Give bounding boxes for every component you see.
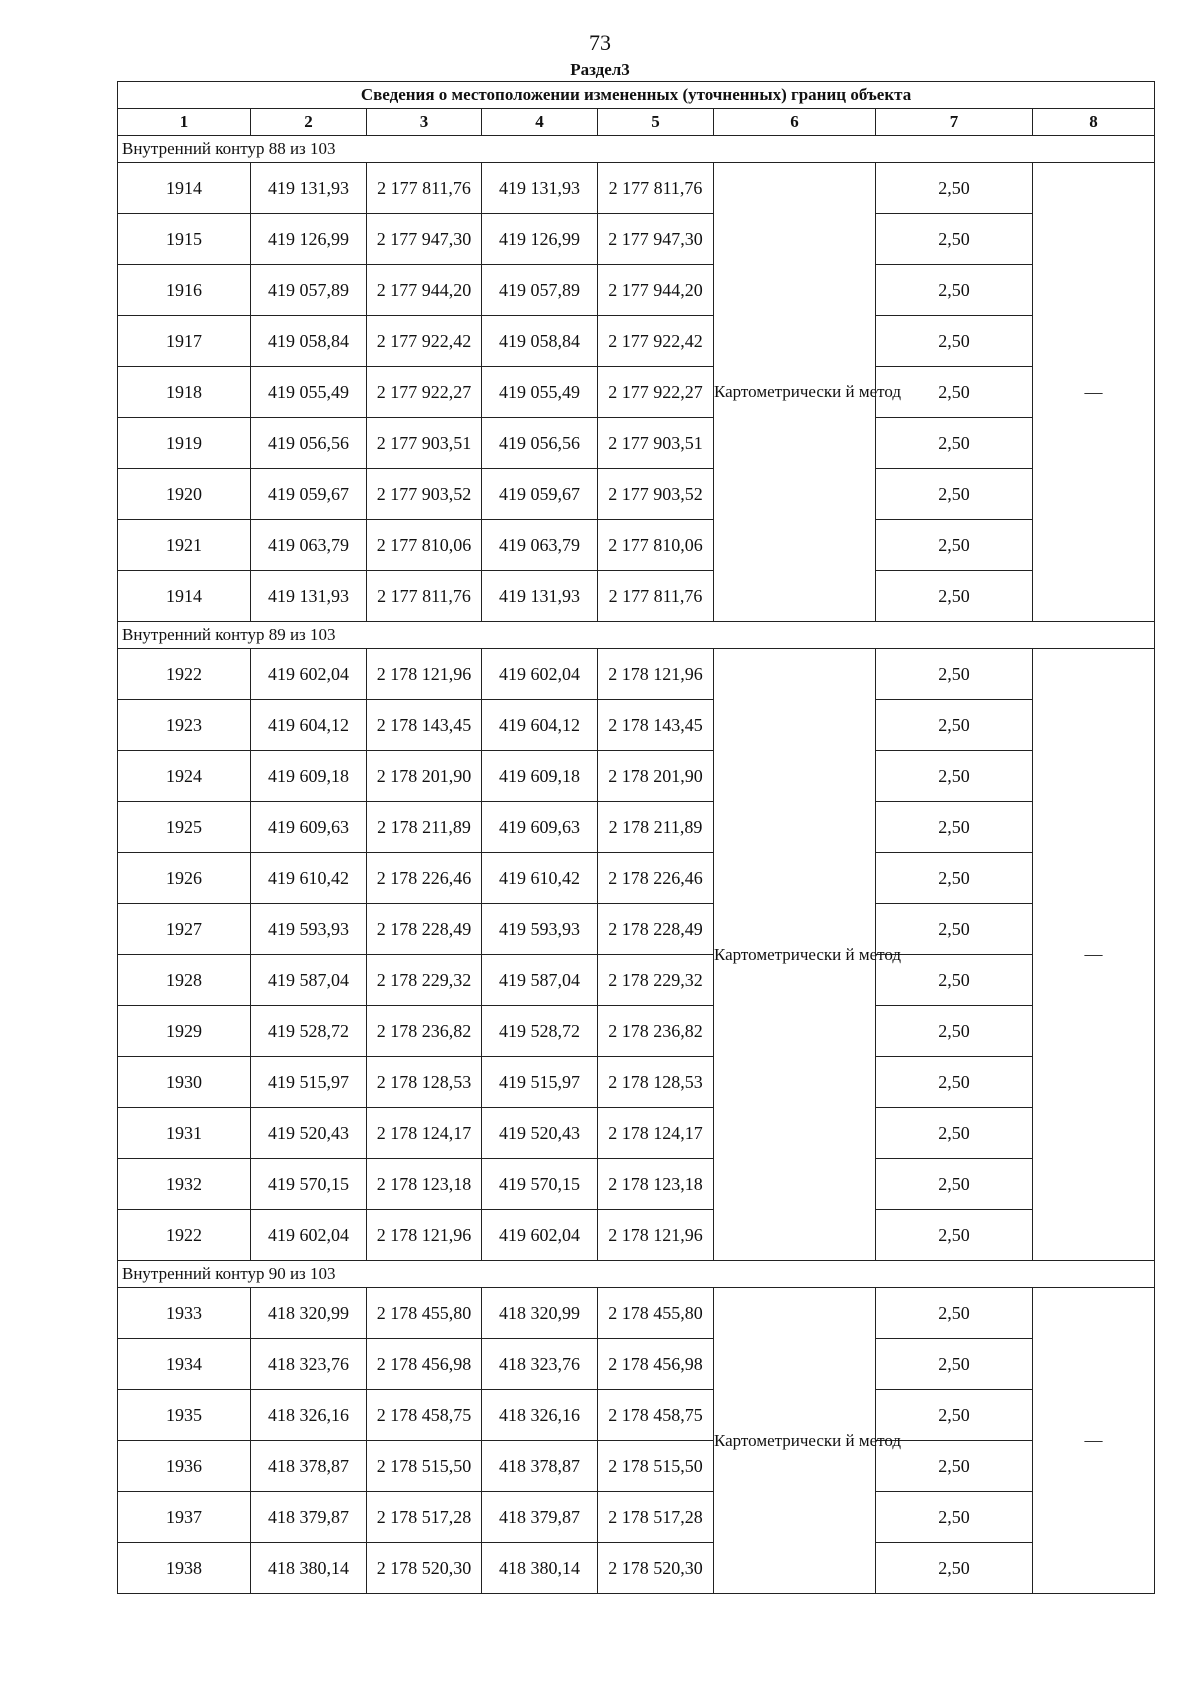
x-coord-cell: 419 059,67 bbox=[251, 469, 367, 520]
page-number: 73 bbox=[589, 30, 611, 55]
point-number-cell: 1924 bbox=[118, 751, 251, 802]
x-new-coord-cell: 418 323,76 bbox=[482, 1339, 598, 1390]
x-coord-cell: 419 126,99 bbox=[251, 214, 367, 265]
y-coord-cell: 2 177 944,20 bbox=[367, 265, 482, 316]
y-coord-cell: 2 178 121,96 bbox=[367, 649, 482, 700]
x-new-coord-cell: 419 059,67 bbox=[482, 469, 598, 520]
y-coord-cell: 2 177 811,76 bbox=[367, 163, 482, 214]
point-number-cell: 1923 bbox=[118, 700, 251, 751]
y-coord-cell: 2 178 456,98 bbox=[367, 1339, 482, 1390]
x-new-coord-cell: 419 609,18 bbox=[482, 751, 598, 802]
table-row bbox=[118, 571, 1155, 622]
column-number: 6 bbox=[714, 109, 876, 136]
point-number-cell: 1929 bbox=[118, 1006, 251, 1057]
x-coord-cell: 418 379,87 bbox=[251, 1492, 367, 1543]
x-new-coord-cell: 419 602,04 bbox=[482, 1210, 598, 1261]
y-new-coord-cell: 2 178 128,53 bbox=[598, 1057, 714, 1108]
y-new-coord-cell: 2 177 922,27 bbox=[598, 367, 714, 418]
x-new-coord-cell: 418 378,87 bbox=[482, 1441, 598, 1492]
table-row bbox=[118, 751, 1155, 802]
y-new-coord-cell: 2 178 455,80 bbox=[598, 1288, 714, 1339]
accuracy-cell: 2,50 bbox=[876, 163, 1033, 214]
x-new-coord-cell: 419 587,04 bbox=[482, 955, 598, 1006]
accuracy-cell: 2,50 bbox=[876, 571, 1033, 622]
method-cell: Картометрически й метод bbox=[714, 649, 876, 1261]
accuracy-cell: 2,50 bbox=[876, 214, 1033, 265]
x-coord-cell: 419 058,84 bbox=[251, 316, 367, 367]
point-number-cell: 1931 bbox=[118, 1108, 251, 1159]
x-new-coord-cell: 419 570,15 bbox=[482, 1159, 598, 1210]
y-coord-cell: 2 178 228,49 bbox=[367, 904, 482, 955]
table-row bbox=[118, 955, 1155, 1006]
column-number: 1 bbox=[118, 109, 251, 136]
point-number-cell: 1914 bbox=[118, 163, 251, 214]
accuracy-cell: 2,50 bbox=[876, 649, 1033, 700]
x-coord-cell: 419 057,89 bbox=[251, 265, 367, 316]
point-number-cell: 1927 bbox=[118, 904, 251, 955]
y-new-coord-cell: 2 177 944,20 bbox=[598, 265, 714, 316]
y-new-coord-cell: 2 178 211,89 bbox=[598, 802, 714, 853]
accuracy-cell: 2,50 bbox=[876, 367, 1033, 418]
accuracy-cell: 2,50 bbox=[876, 1210, 1033, 1261]
contour-label: Внутренний контур 88 из 103 bbox=[118, 136, 1155, 163]
y-new-coord-cell: 2 178 143,45 bbox=[598, 700, 714, 751]
point-number-cell: 1922 bbox=[118, 649, 251, 700]
x-coord-cell: 418 320,99 bbox=[251, 1288, 367, 1339]
x-new-coord-cell: 419 126,99 bbox=[482, 214, 598, 265]
point-number-cell: 1928 bbox=[118, 955, 251, 1006]
y-coord-cell: 2 177 922,27 bbox=[367, 367, 482, 418]
accuracy-cell: 2,50 bbox=[876, 1159, 1033, 1210]
y-coord-cell: 2 178 517,28 bbox=[367, 1492, 482, 1543]
accuracy-cell: 2,50 bbox=[876, 1390, 1033, 1441]
table-title-row bbox=[118, 82, 1155, 109]
accuracy-cell: 2,50 bbox=[876, 1057, 1033, 1108]
y-new-coord-cell: 2 178 121,96 bbox=[598, 649, 714, 700]
accuracy-cell: 2,50 bbox=[876, 1108, 1033, 1159]
x-new-coord-cell: 419 131,93 bbox=[482, 163, 598, 214]
y-coord-cell: 2 178 123,18 bbox=[367, 1159, 482, 1210]
point-number-cell: 1915 bbox=[118, 214, 251, 265]
y-coord-cell: 2 178 455,80 bbox=[367, 1288, 482, 1339]
table-row bbox=[118, 265, 1155, 316]
accuracy-cell: 2,50 bbox=[876, 955, 1033, 1006]
table-row bbox=[118, 1159, 1155, 1210]
x-new-coord-cell: 419 057,89 bbox=[482, 265, 598, 316]
table-row bbox=[118, 418, 1155, 469]
table-row bbox=[118, 1441, 1155, 1492]
y-coord-cell: 2 177 810,06 bbox=[367, 520, 482, 571]
column-number: 3 bbox=[367, 109, 482, 136]
x-new-coord-cell: 418 379,87 bbox=[482, 1492, 598, 1543]
table-row bbox=[118, 1057, 1155, 1108]
y-new-coord-cell: 2 177 947,30 bbox=[598, 214, 714, 265]
x-coord-cell: 419 056,56 bbox=[251, 418, 367, 469]
point-number-cell: 1922 bbox=[118, 1210, 251, 1261]
y-new-coord-cell: 2 178 121,96 bbox=[598, 1210, 714, 1261]
point-number-cell: 1930 bbox=[118, 1057, 251, 1108]
point-number-cell: 1918 bbox=[118, 367, 251, 418]
y-coord-cell: 2 178 121,96 bbox=[367, 1210, 482, 1261]
point-number-cell: 1934 bbox=[118, 1339, 251, 1390]
accuracy-cell: 2,50 bbox=[876, 265, 1033, 316]
x-new-coord-cell: 418 380,14 bbox=[482, 1543, 598, 1594]
column-number: 5 bbox=[598, 109, 714, 136]
contour-header-row bbox=[118, 136, 1155, 163]
x-coord-cell: 419 063,79 bbox=[251, 520, 367, 571]
x-coord-cell: 419 609,63 bbox=[251, 802, 367, 853]
y-new-coord-cell: 2 178 520,30 bbox=[598, 1543, 714, 1594]
table-title: Сведения о местоположении измененных (уточненных) границ объекта bbox=[118, 82, 1155, 109]
column-number: 7 bbox=[876, 109, 1033, 136]
accuracy-cell: 2,50 bbox=[876, 904, 1033, 955]
x-new-coord-cell: 419 058,84 bbox=[482, 316, 598, 367]
table-row bbox=[118, 1108, 1155, 1159]
accuracy-cell: 2,50 bbox=[876, 418, 1033, 469]
table-row bbox=[118, 1390, 1155, 1441]
method-cell: Картометрически й метод bbox=[714, 163, 876, 622]
x-new-coord-cell: 419 528,72 bbox=[482, 1006, 598, 1057]
table-row bbox=[118, 802, 1155, 853]
y-coord-cell: 2 178 211,89 bbox=[367, 802, 482, 853]
method-cell: Картометрически й метод bbox=[714, 1288, 876, 1594]
point-number-cell: 1916 bbox=[118, 265, 251, 316]
point-number-cell: 1932 bbox=[118, 1159, 251, 1210]
y-coord-cell: 2 177 947,30 bbox=[367, 214, 482, 265]
y-coord-cell: 2 177 903,51 bbox=[367, 418, 482, 469]
contour-label: Внутренний контур 89 из 103 bbox=[118, 622, 1155, 649]
x-new-coord-cell: 419 602,04 bbox=[482, 649, 598, 700]
accuracy-cell: 2,50 bbox=[876, 853, 1033, 904]
y-coord-cell: 2 178 124,17 bbox=[367, 1108, 482, 1159]
y-new-coord-cell: 2 178 228,49 bbox=[598, 904, 714, 955]
point-number-cell: 1925 bbox=[118, 802, 251, 853]
x-coord-cell: 419 587,04 bbox=[251, 955, 367, 1006]
x-coord-cell: 419 520,43 bbox=[251, 1108, 367, 1159]
table-row bbox=[118, 520, 1155, 571]
table-row bbox=[118, 1006, 1155, 1057]
x-new-coord-cell: 419 056,56 bbox=[482, 418, 598, 469]
y-new-coord-cell: 2 177 922,42 bbox=[598, 316, 714, 367]
coordinates-table bbox=[117, 81, 1155, 1594]
y-new-coord-cell: 2 177 811,76 bbox=[598, 163, 714, 214]
point-number-cell: 1936 bbox=[118, 1441, 251, 1492]
point-number-cell: 1938 bbox=[118, 1543, 251, 1594]
y-coord-cell: 2 178 143,45 bbox=[367, 700, 482, 751]
x-new-coord-cell: 419 604,12 bbox=[482, 700, 598, 751]
point-number-cell: 1937 bbox=[118, 1492, 251, 1543]
table-row bbox=[118, 163, 1155, 214]
y-new-coord-cell: 2 178 458,75 bbox=[598, 1390, 714, 1441]
table-row bbox=[118, 904, 1155, 955]
x-coord-cell: 419 609,18 bbox=[251, 751, 367, 802]
point-number-cell: 1926 bbox=[118, 853, 251, 904]
y-coord-cell: 2 177 922,42 bbox=[367, 316, 482, 367]
accuracy-cell: 2,50 bbox=[876, 1339, 1033, 1390]
remark-cell: — bbox=[1033, 163, 1155, 622]
x-new-coord-cell: 419 593,93 bbox=[482, 904, 598, 955]
x-new-coord-cell: 418 326,16 bbox=[482, 1390, 598, 1441]
column-number: 2 bbox=[251, 109, 367, 136]
column-number: 8 bbox=[1033, 109, 1155, 136]
table-body bbox=[118, 82, 1155, 1594]
y-new-coord-cell: 2 178 517,28 bbox=[598, 1492, 714, 1543]
accuracy-cell: 2,50 bbox=[876, 802, 1033, 853]
x-new-coord-cell: 418 320,99 bbox=[482, 1288, 598, 1339]
accuracy-cell: 2,50 bbox=[876, 520, 1033, 571]
x-coord-cell: 418 323,76 bbox=[251, 1339, 367, 1390]
x-new-coord-cell: 419 610,42 bbox=[482, 853, 598, 904]
accuracy-cell: 2,50 bbox=[876, 751, 1033, 802]
contour-header-row bbox=[118, 622, 1155, 649]
x-coord-cell: 419 131,93 bbox=[251, 163, 367, 214]
table-row bbox=[118, 1210, 1155, 1261]
x-coord-cell: 419 610,42 bbox=[251, 853, 367, 904]
x-coord-cell: 419 055,49 bbox=[251, 367, 367, 418]
contour-header-row bbox=[118, 1261, 1155, 1288]
table-row bbox=[118, 1543, 1155, 1594]
accuracy-cell: 2,50 bbox=[876, 1441, 1033, 1492]
x-new-coord-cell: 419 131,93 bbox=[482, 571, 598, 622]
point-number-cell: 1920 bbox=[118, 469, 251, 520]
y-coord-cell: 2 178 458,75 bbox=[367, 1390, 482, 1441]
y-new-coord-cell: 2 178 515,50 bbox=[598, 1441, 714, 1492]
accuracy-cell: 2,50 bbox=[876, 1492, 1033, 1543]
table-row bbox=[118, 1339, 1155, 1390]
accuracy-cell: 2,50 bbox=[876, 1288, 1033, 1339]
column-number-row bbox=[118, 109, 1155, 136]
x-coord-cell: 419 602,04 bbox=[251, 649, 367, 700]
x-new-coord-cell: 419 055,49 bbox=[482, 367, 598, 418]
y-new-coord-cell: 2 177 811,76 bbox=[598, 571, 714, 622]
x-coord-cell: 419 515,97 bbox=[251, 1057, 367, 1108]
x-coord-cell: 418 326,16 bbox=[251, 1390, 367, 1441]
y-coord-cell: 2 178 128,53 bbox=[367, 1057, 482, 1108]
y-new-coord-cell: 2 178 123,18 bbox=[598, 1159, 714, 1210]
accuracy-cell: 2,50 bbox=[876, 469, 1033, 520]
y-new-coord-cell: 2 178 236,82 bbox=[598, 1006, 714, 1057]
table-row bbox=[118, 649, 1155, 700]
accuracy-cell: 2,50 bbox=[876, 1006, 1033, 1057]
point-number-cell: 1917 bbox=[118, 316, 251, 367]
table-row bbox=[118, 367, 1155, 418]
x-coord-cell: 419 602,04 bbox=[251, 1210, 367, 1261]
point-number-cell: 1921 bbox=[118, 520, 251, 571]
y-new-coord-cell: 2 178 201,90 bbox=[598, 751, 714, 802]
y-new-coord-cell: 2 177 810,06 bbox=[598, 520, 714, 571]
y-new-coord-cell: 2 178 124,17 bbox=[598, 1108, 714, 1159]
y-coord-cell: 2 178 520,30 bbox=[367, 1543, 482, 1594]
x-new-coord-cell: 419 609,63 bbox=[482, 802, 598, 853]
remark-cell: — bbox=[1033, 1288, 1155, 1594]
x-coord-cell: 419 528,72 bbox=[251, 1006, 367, 1057]
y-coord-cell: 2 178 236,82 bbox=[367, 1006, 482, 1057]
point-number-cell: 1919 bbox=[118, 418, 251, 469]
accuracy-cell: 2,50 bbox=[876, 700, 1033, 751]
y-coord-cell: 2 178 229,32 bbox=[367, 955, 482, 1006]
table-row bbox=[118, 1288, 1155, 1339]
y-new-coord-cell: 2 178 229,32 bbox=[598, 955, 714, 1006]
x-coord-cell: 419 570,15 bbox=[251, 1159, 367, 1210]
column-number: 4 bbox=[482, 109, 598, 136]
x-new-coord-cell: 419 520,43 bbox=[482, 1108, 598, 1159]
x-coord-cell: 418 378,87 bbox=[251, 1441, 367, 1492]
accuracy-cell: 2,50 bbox=[876, 1543, 1033, 1594]
y-coord-cell: 2 177 903,52 bbox=[367, 469, 482, 520]
table-row bbox=[118, 853, 1155, 904]
y-new-coord-cell: 2 178 456,98 bbox=[598, 1339, 714, 1390]
table-row bbox=[118, 469, 1155, 520]
x-new-coord-cell: 419 515,97 bbox=[482, 1057, 598, 1108]
y-coord-cell: 2 178 226,46 bbox=[367, 853, 482, 904]
table-row bbox=[118, 214, 1155, 265]
remark-cell: — bbox=[1033, 649, 1155, 1261]
y-coord-cell: 2 178 515,50 bbox=[367, 1441, 482, 1492]
y-coord-cell: 2 177 811,76 bbox=[367, 571, 482, 622]
y-coord-cell: 2 178 201,90 bbox=[367, 751, 482, 802]
x-coord-cell: 419 604,12 bbox=[251, 700, 367, 751]
point-number-cell: 1935 bbox=[118, 1390, 251, 1441]
x-coord-cell: 419 131,93 bbox=[251, 571, 367, 622]
y-new-coord-cell: 2 178 226,46 bbox=[598, 853, 714, 904]
x-coord-cell: 419 593,93 bbox=[251, 904, 367, 955]
table-row bbox=[118, 1492, 1155, 1543]
point-number-cell: 1914 bbox=[118, 571, 251, 622]
table-row bbox=[118, 316, 1155, 367]
contour-label: Внутренний контур 90 из 103 bbox=[118, 1261, 1155, 1288]
x-new-coord-cell: 419 063,79 bbox=[482, 520, 598, 571]
accuracy-cell: 2,50 bbox=[876, 316, 1033, 367]
y-new-coord-cell: 2 177 903,52 bbox=[598, 469, 714, 520]
section-label: Раздел3 bbox=[570, 60, 630, 79]
table-row bbox=[118, 700, 1155, 751]
point-number-cell: 1933 bbox=[118, 1288, 251, 1339]
x-coord-cell: 418 380,14 bbox=[251, 1543, 367, 1594]
y-new-coord-cell: 2 177 903,51 bbox=[598, 418, 714, 469]
